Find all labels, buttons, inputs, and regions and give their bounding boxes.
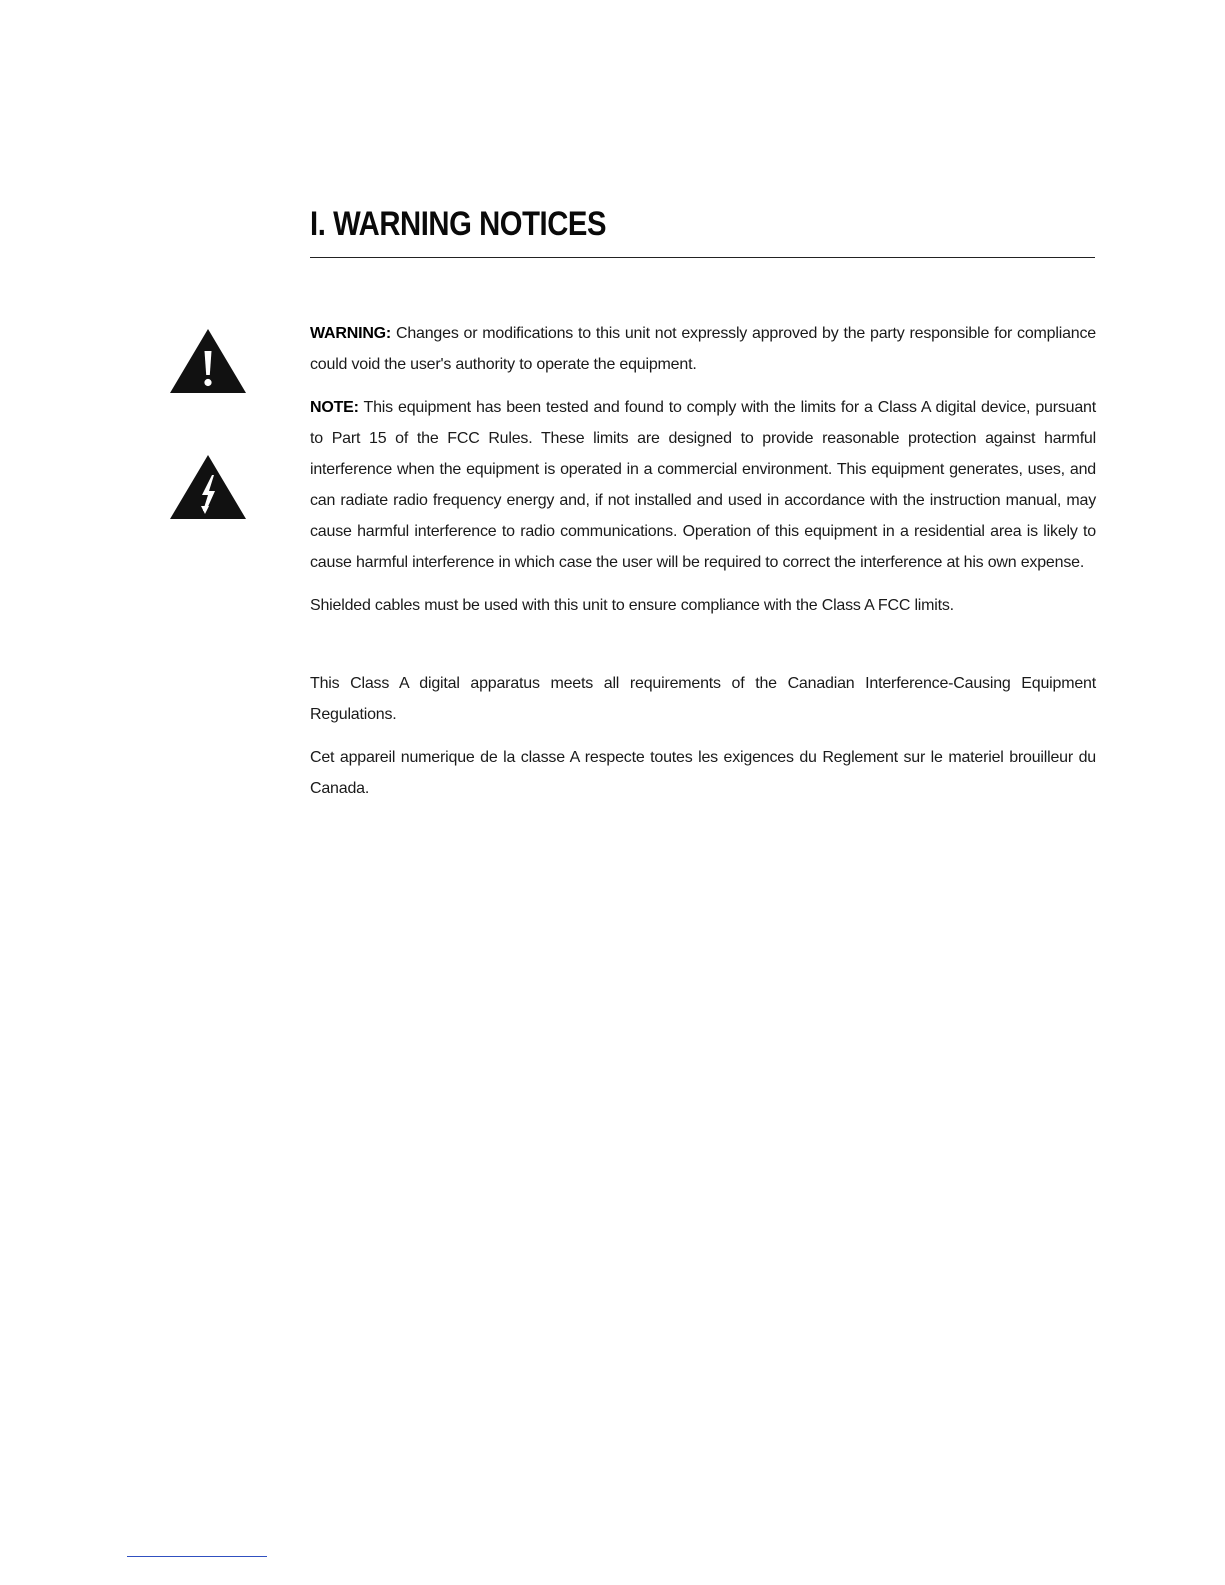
warning-paragraph (310, 318, 1096, 380)
section-spacer (310, 633, 1096, 668)
note-text: This equipment has been tested and found to comply with the limits for a Class A digital device, pursuant to Part 15 of the FCC Rules. These limits are designed to provide reasonable protection against harmful interference when the equipment is operated in a commercial environment. This equipment generates, uses, and can radiate radio frequency energy and, if not installed and used in accordance with the instruction manual, may cause harmful interference to radio communications. Operation of this equipment in a residential area is likely to cause harmful interference in which case the user will be required to correct the interference at his own expense. (310, 399, 1096, 571)
notices-body (310, 318, 1096, 816)
shielded-cables-paragraph: Shielded cables must be used with this unit to ensure compliance with the Class A FCC limits. (310, 597, 954, 614)
canada-english-paragraph: This Class A digital apparatus meets all requirements of the Canadian Interference-Causing Equipment Regulations. (310, 675, 1096, 723)
canada-french-paragraph: Cet appareil numerique de la classe A respecte toutes les exigences du Reglement sur le materiel brouilleur du Canada. (310, 749, 1096, 797)
warning-text: Changes or modifications to this unit not expressly approved by the party responsible for compliance could void the user's authority to operate the equipment. (310, 325, 1096, 373)
note-label: NOTE: (310, 399, 359, 416)
warning-label: WARNING: (310, 325, 392, 342)
page-edge-mark (127, 1556, 267, 1557)
page-title: I. WARNING NOTICES (310, 205, 607, 243)
note-paragraph (310, 392, 1096, 578)
title-divider (310, 257, 1095, 258)
electrical-hazard-icon (168, 453, 248, 521)
warning-exclamation-icon (168, 327, 248, 395)
